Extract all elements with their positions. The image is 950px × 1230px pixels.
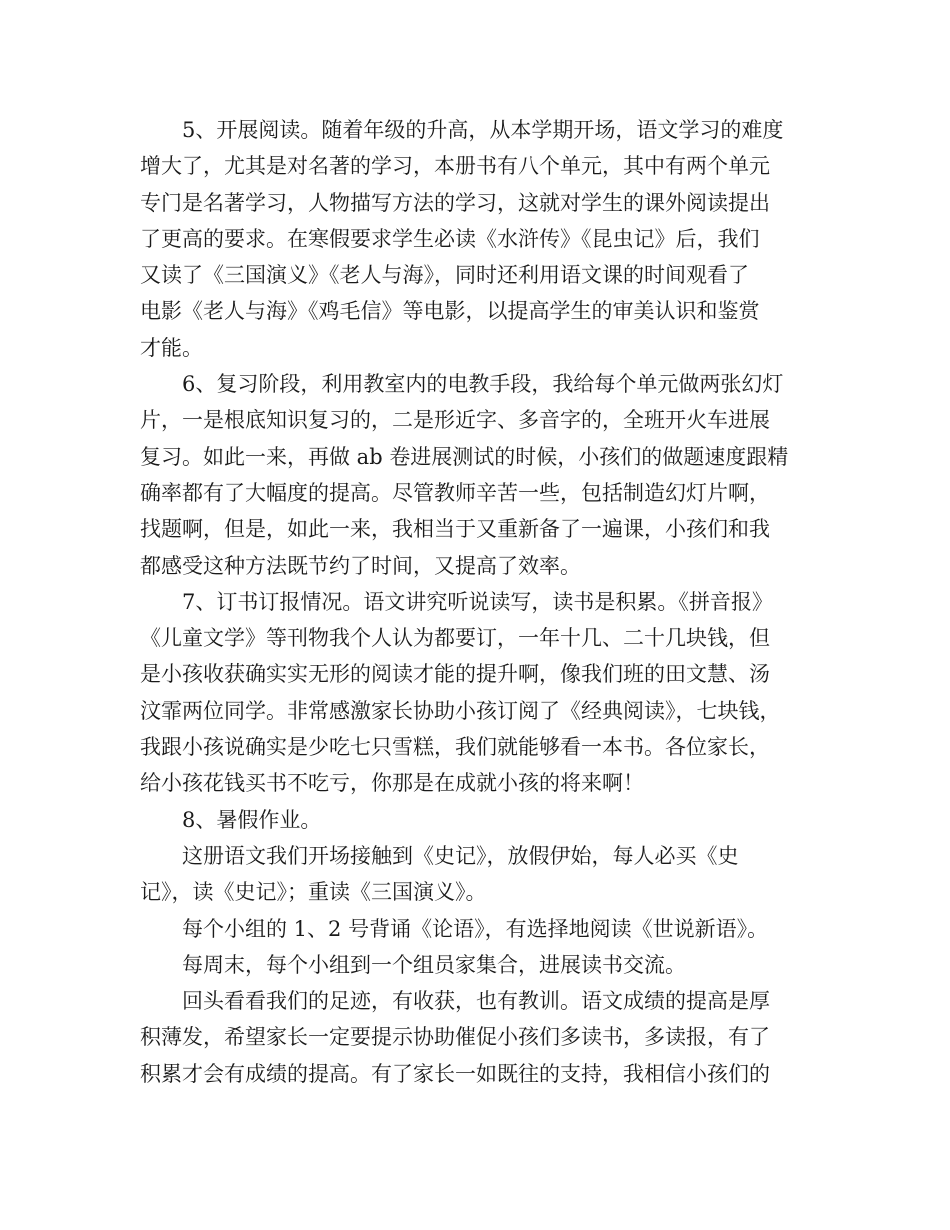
- text-line: 7、订书订报情况。语文讲究听说读写，读书是积累。《拼音报》: [182, 589, 773, 614]
- paragraph-homework-heading: [140, 802, 820, 838]
- text-line: 复习。如此一来，再做 ab 卷进展测试的时候，小孩们的做题速度跟精: [140, 444, 789, 469]
- text-line: 又读了《三国演义》《老人与海》，同时还利用语文课的时间观看了: [140, 263, 749, 288]
- text-line: 回头看看我们的足迹，有收获，也有教训。语文成绩的提高是厚: [182, 989, 770, 1014]
- text-line: 给小孩花钱买书不吃亏，你那是在成就小孩的将来啊！: [140, 771, 644, 796]
- text-line: 这册语文我们开场接触到《史记》，放假伊始，每人必买《史: [182, 843, 739, 868]
- text-line: 每个小组的 1、2 号背诵《论语》，有选择地阅读《世说新语》。: [182, 916, 769, 941]
- paragraph-analects: [140, 911, 820, 947]
- text-line: 汶霏两位同学。非常感激家长协助小孩订阅了《经典阅读》，七块钱，: [140, 698, 781, 723]
- text-line: 电影《老人与海》《鸡毛信》等电影，以提高学生的审美认识和鉴赏: [140, 299, 760, 324]
- text-line: 5、开展阅读。随着年级的升高，从本学期开场，语文学习的难度: [182, 118, 784, 142]
- text-line: 我跟小孩说确实是少吃七只雪糕，我们就能够看一本书。各位家长，: [140, 735, 770, 760]
- text-line: 每周末，每个小组到一个组员家集合，进展读书交流。: [182, 952, 686, 977]
- text-line: 才能。: [140, 335, 203, 360]
- text-line: 片，一是根底知识复习的，二是形近字、多音字的，全班开火车进展: [140, 408, 770, 433]
- text-line: 确率都有了大幅度的提高。尽管教师辛苦一些，包括制造幻灯片啊，: [140, 480, 770, 505]
- text-line: 8、暑假作业。: [182, 807, 322, 832]
- paragraph-reading: [140, 112, 820, 366]
- text-line: 记》，读《史记》；重读《三国演义》。: [140, 880, 487, 905]
- paragraph-weekend: [140, 947, 820, 983]
- text-line: 积薄发，希望家长一定要提示协助催促小孩们多读书，多读报，有了: [140, 1025, 770, 1050]
- text-line: 增大了，尤其是对名著的学习，本册书有八个单元，其中有两个单元: [140, 154, 770, 179]
- text-line: 6、复习阶段，利用教室内的电教手段，我给每个单元做两张幻灯: [182, 372, 784, 397]
- text-line: 是小孩收获确实实无形的阅读才能的提升啊，像我们班的田文慧、汤: [140, 662, 770, 687]
- text-line: 都感受这种方法既节约了时间，又提高了效率。: [140, 553, 581, 578]
- paragraph-subscriptions: [140, 584, 820, 802]
- body-text: [140, 112, 820, 1092]
- paragraph-shiji: [140, 838, 820, 911]
- paragraph-review: [140, 366, 820, 584]
- paragraph-conclusion: [140, 983, 820, 1092]
- text-line: 专门是名著学习，人物描写方法的学习，这就对学生的课外阅读提出: [140, 190, 770, 215]
- text-line: 积累才会有成绩的提高。有了家长一如既往的支持，我相信小孩们的: [140, 1061, 770, 1086]
- text-line: 《儿童文学》等刊物我个人认为都要订，一年十几、二十几块钱，但: [140, 626, 770, 651]
- text-line: 了更高的要求。在寒假要求学生必读《水浒传》《昆虫记》后，我们: [140, 226, 760, 251]
- text-line: 找题啊，但是，如此一来，我相当于又重新备了一遍课，小孩们和我: [140, 517, 770, 542]
